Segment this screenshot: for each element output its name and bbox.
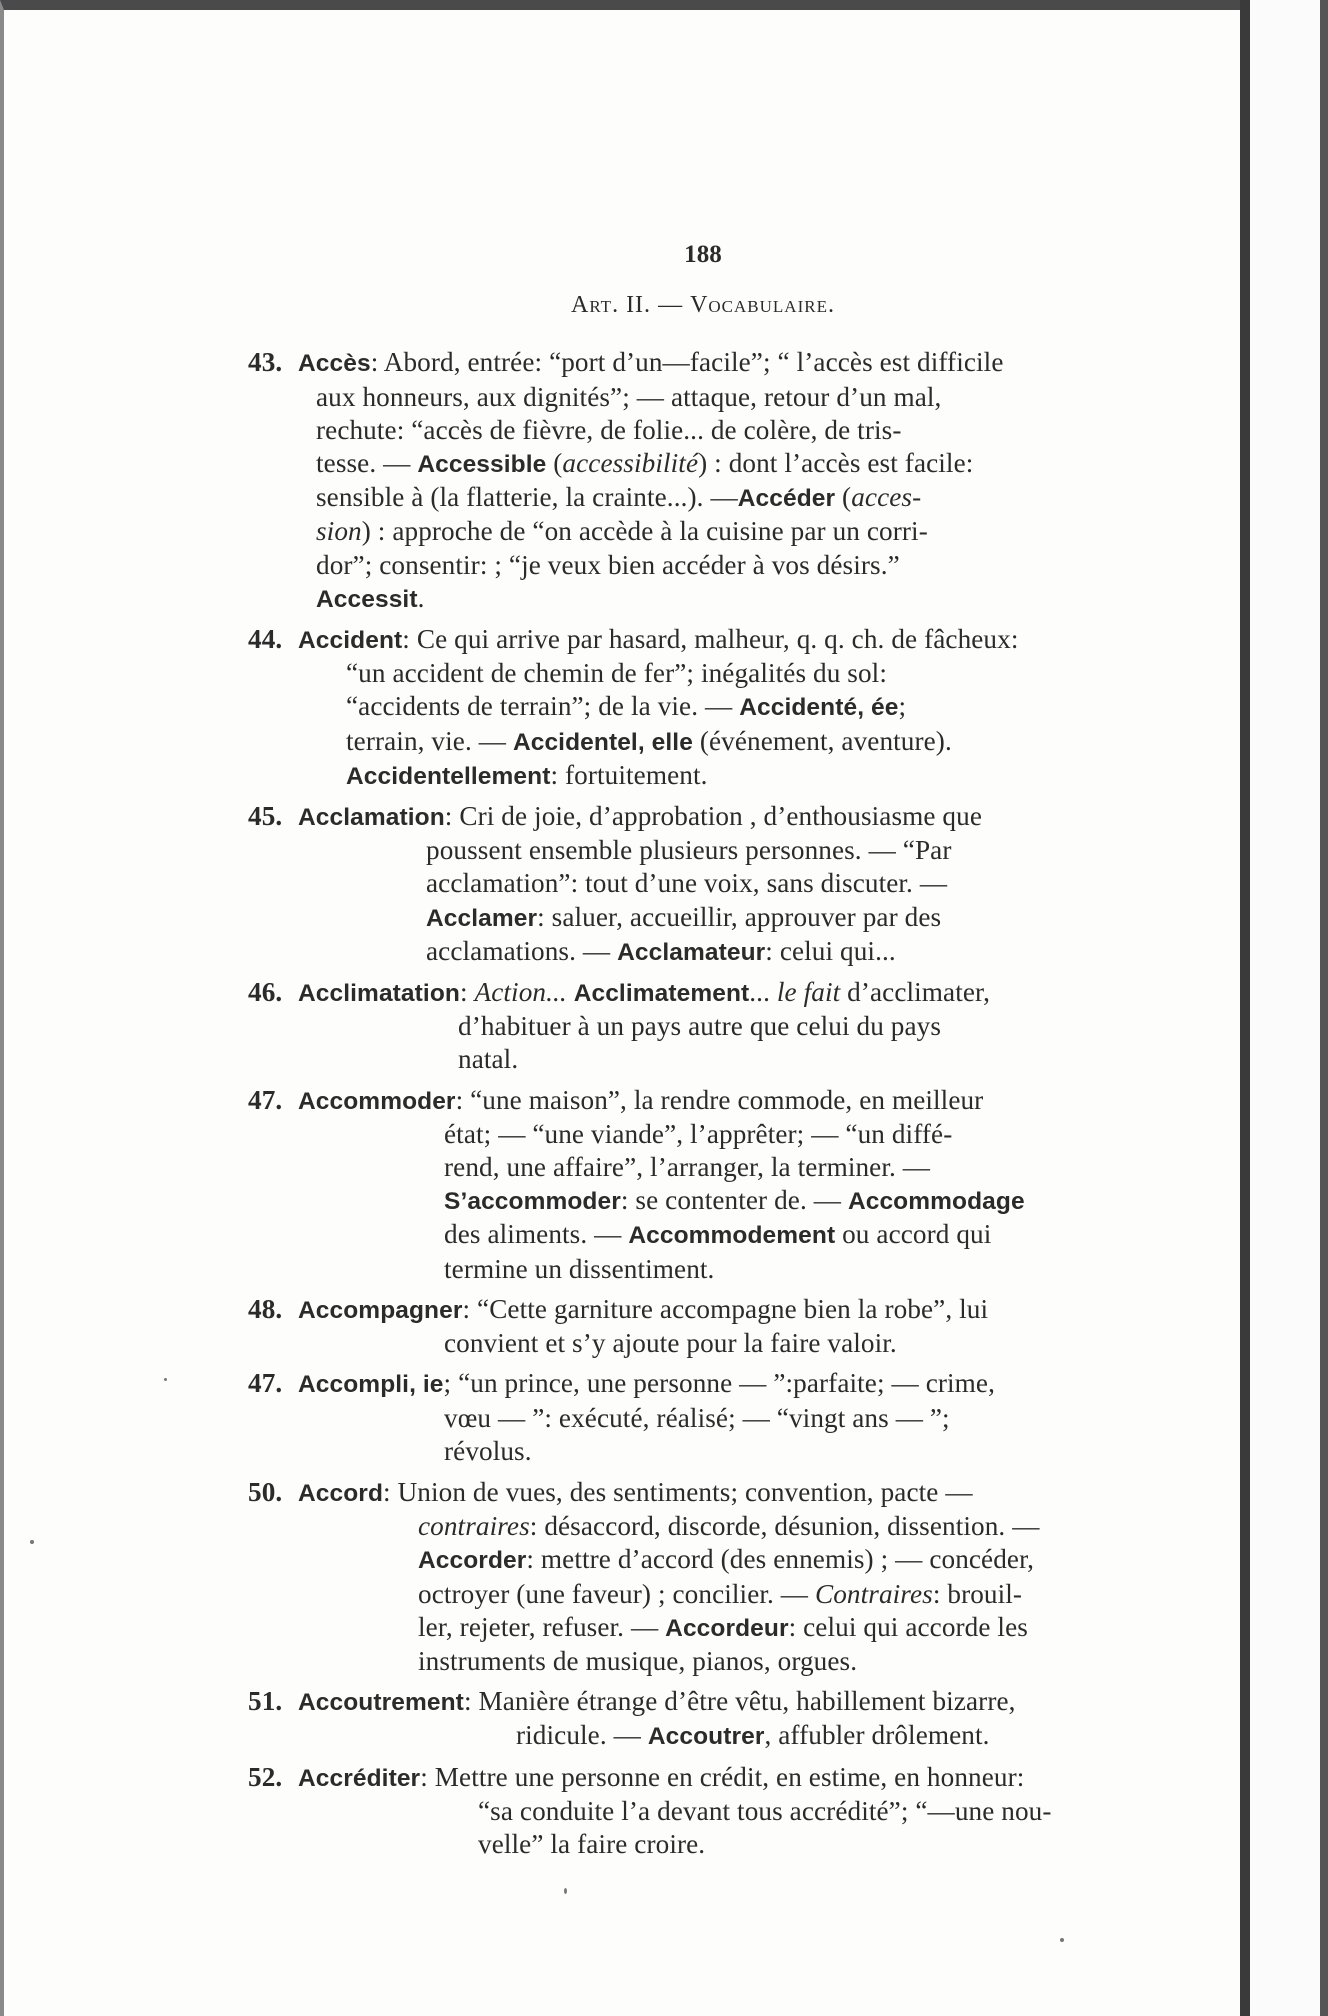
definition-text: révolus. — [444, 1435, 532, 1466]
entry-number: 50. — [248, 1476, 283, 1507]
definition-text: convient et s’y ajoute pour la faire valoir. — [444, 1328, 897, 1359]
headword: Acclamateur — [617, 938, 766, 966]
entry-line — [248, 1685, 1118, 1719]
definition-text: : Mettre une personne en crédit, en estime, en honneur: — [420, 1761, 1025, 1792]
definition-text: : saluer, accueillir, approuver par des — [537, 901, 942, 932]
entry-line — [248, 1476, 1118, 1510]
entry-line — [248, 800, 1118, 834]
entry-line — [248, 381, 1118, 414]
definition-text: : mettre d’accord (des ennemis) ; — concéder, — [526, 1544, 1035, 1575]
entry-line — [248, 759, 1118, 793]
definition-text: dor”; consentir: ; “je veux bien accéder à vos désirs.” — [316, 549, 900, 580]
entry-48 — [248, 1293, 1118, 1360]
definition-text: : Ce qui arrive par hasard, malheur, q. q. ch. de fâcheux: — [402, 624, 1019, 655]
entry-line — [248, 1010, 1118, 1043]
definition-text: tesse. — — [316, 448, 418, 479]
entry-line — [248, 481, 1118, 515]
headword: Accessible — [417, 451, 547, 479]
definition-text: : désaccord, discorde, désunion, dissention. — — [529, 1511, 1040, 1542]
headword: Accommodage — [847, 1188, 1025, 1216]
entry-43 — [248, 346, 1118, 616]
entry-line — [248, 725, 1118, 759]
entry-line — [248, 935, 1118, 969]
italic-text: Contraires — [815, 1578, 933, 1609]
headword: Accidentellement — [346, 762, 551, 790]
entry-line — [248, 1151, 1118, 1184]
definition-text: : Union de vues, des sentiments; convention, pacte — — [383, 1476, 973, 1507]
entry-line — [248, 1543, 1118, 1577]
headword: Accessit — [316, 585, 418, 613]
adjacent-page-edge — [1240, 0, 1328, 2016]
definition-text: ( — [835, 482, 852, 513]
page-number: 188 — [684, 241, 722, 268]
entry-line — [248, 1578, 1118, 1611]
entry-line — [248, 1084, 1118, 1118]
definition-text: natal. — [458, 1044, 519, 1075]
definition-text: : “Cette garniture accompagne bien la robe”, lui — [462, 1293, 989, 1324]
definition-text: octroyer (une faveur) ; concilier. — — [418, 1578, 815, 1609]
entry-line — [248, 1402, 1118, 1435]
definition-text: acclamations. — — [426, 935, 618, 966]
definition-text: : Abord, entrée: “port d’un—facile”; “ l’accès est difficile — [370, 347, 1004, 378]
entry-number: 51. — [248, 1686, 283, 1717]
entry-line — [248, 1795, 1118, 1828]
scan-speck — [1060, 1938, 1064, 1942]
entry-line — [248, 414, 1118, 447]
entry-44 — [248, 623, 1118, 793]
definition-text: : Manière étrange d’être vêtu, habillement bizarre, — [463, 1686, 1016, 1717]
entry-line — [248, 1611, 1118, 1645]
definition-text: instruments de musique, pianos, orgues. — [418, 1645, 858, 1676]
definition-text: rend, une affaire”, l’arranger, la terminer. — — [444, 1152, 931, 1183]
headword: Accéder — [737, 485, 836, 513]
entry-line — [248, 867, 1118, 900]
entry-number: 52. — [248, 1761, 283, 1792]
definition-text: d’acclimater, — [840, 977, 990, 1008]
definition-text: ... — [749, 977, 777, 1008]
entry-number: 47. — [248, 1084, 283, 1115]
entry-number: 45. — [248, 801, 283, 832]
definition-text: vœu — ”: exécuté, réalisé; — “vingt ans — ”; — [444, 1402, 950, 1433]
definition-text: : — [459, 977, 475, 1008]
italic-text: le fait — [776, 977, 841, 1008]
headword: Accoutrer — [647, 1723, 765, 1751]
definition-text: : celui qui... — [765, 935, 896, 966]
running-head — [288, 289, 1118, 322]
definition-text: terrain, vie. — — [346, 725, 513, 756]
entry-number: 44. — [248, 624, 283, 655]
italic-text: sion — [316, 516, 362, 547]
running-head-dash: — — [658, 292, 684, 319]
entry-47-accompli — [248, 1367, 1118, 1468]
entry-45 — [248, 800, 1118, 969]
headword: Accordeur — [665, 1614, 789, 1642]
italic-text: Action... — [474, 977, 567, 1008]
definition-text: “sa conduite l’a devant tous accrédité”; “—une nou- — [478, 1795, 1052, 1826]
definition-text: sensible à (la flatterie, la crainte...). — — [316, 482, 738, 513]
entry-line — [248, 834, 1118, 867]
entry-number: 43. — [248, 347, 283, 378]
scan-speck — [164, 1378, 167, 1381]
entry-47-accommoder — [248, 1084, 1118, 1286]
book-page — [248, 238, 1118, 1868]
entry-line — [248, 1645, 1118, 1678]
entry-number: 46. — [248, 977, 283, 1008]
definition-text: d’habituer à un pays autre que celui du pays — [458, 1011, 942, 1042]
definition-text: aux honneurs, aux dignités”; — attaque, retour d’un mal, — [316, 381, 942, 412]
headword: Accord — [298, 1479, 384, 1507]
definition-text: : fortuitement. — [550, 759, 708, 790]
definition-text: rechute: “accès de fièvre, de folie... de colère, de tris- — [316, 414, 902, 445]
entry-line — [248, 1118, 1118, 1151]
entry-line — [248, 1218, 1118, 1252]
definition-text: “un accident de chemin de fer”; inégalités du sol: — [346, 658, 887, 689]
italic-text: contraires — [418, 1511, 530, 1542]
definition-text: : se contenter de. — — [620, 1185, 848, 1216]
entry-50 — [248, 1476, 1118, 1678]
definition-text: poussent ensemble plusieurs personnes. — “Par — [426, 835, 952, 866]
running-head-art: Art. II. — [571, 292, 652, 319]
entry-52 — [248, 1761, 1118, 1862]
definition-text: acclamation”: tout d’une voix, sans discuter. — — [426, 868, 948, 899]
headword: Acclimatation — [298, 980, 460, 1008]
entry-line — [248, 447, 1118, 481]
headword: Accidenté, ée — [739, 694, 899, 722]
headword: Accès — [298, 350, 371, 378]
definition-text: ; — [898, 691, 907, 722]
definition-text: des aliments. — — [444, 1219, 629, 1250]
definition-text: : celui qui accorde les — [788, 1611, 1028, 1642]
definition-text: ou accord qui — [835, 1219, 992, 1250]
headword: Acclamation — [298, 804, 445, 832]
entry-line — [248, 690, 1118, 724]
headword: S’accommoder — [444, 1188, 621, 1216]
definition-text: ) : approche de “on accède à la cuisine par un corri- — [361, 516, 928, 547]
entry-line — [248, 657, 1118, 690]
entry-line — [248, 582, 1118, 616]
entry-46 — [248, 976, 1118, 1077]
running-head-title: Vocabulaire. — [690, 292, 835, 319]
headword: Accompli, ie — [298, 1371, 444, 1399]
headword: Accidentel, elle — [512, 728, 693, 756]
headword: Accommodement — [628, 1222, 836, 1250]
headword: Accoutrement — [298, 1689, 464, 1717]
entry-line — [248, 1828, 1118, 1861]
definition-text: ; “un prince, une personne — ”:parfaite; — crime, — [443, 1368, 995, 1399]
definition-text: (événement, aventure). — [692, 725, 952, 756]
entry-line — [248, 1327, 1118, 1360]
headword: Accommoder — [298, 1087, 456, 1115]
entry-line — [248, 623, 1118, 657]
headword: Accorder — [418, 1547, 527, 1575]
italic-text: accessibilité — [562, 448, 699, 479]
entry-51 — [248, 1685, 1118, 1753]
entry-line — [248, 1435, 1118, 1468]
headword: Accompagner — [298, 1296, 463, 1324]
headword: Acclimatement — [573, 980, 750, 1008]
definition-text: ler, rejeter, refuser. — — [418, 1611, 666, 1642]
definition-text: : Cri de joie, d’approbation , d’enthousiasme que — [444, 801, 982, 832]
definition-text: , affubler drôlement. — [764, 1720, 990, 1751]
scan-speck — [564, 1888, 567, 1894]
definition-text: état; — “une viande”, l’apprêter; — “un diffé- — [444, 1118, 953, 1149]
definition-text — [567, 977, 574, 1007]
definition-text: ( — [546, 448, 563, 479]
entry-line — [248, 1367, 1118, 1401]
definition-text: : brouil- — [932, 1578, 1023, 1609]
definition-text: “accidents de terrain”; de la vie. — — [346, 691, 740, 722]
entry-line — [248, 976, 1118, 1010]
definition-text: velle” la faire croire. — [478, 1828, 706, 1859]
definition-text: termine un dissentiment. — [444, 1253, 715, 1284]
entry-number: 48. — [248, 1293, 283, 1324]
entry-line — [248, 515, 1118, 548]
definition-text: ) : dont l’accès est facile: — [698, 448, 974, 479]
entry-line — [248, 1253, 1118, 1286]
entry-line — [248, 549, 1118, 582]
entry-line — [248, 1293, 1118, 1327]
headword: Accident — [298, 627, 403, 655]
entry-line — [248, 1761, 1118, 1795]
definition-text: . — [417, 582, 425, 613]
headword: Acclamer — [426, 904, 538, 932]
entry-line — [248, 1719, 1118, 1753]
headword: Accréditer — [298, 1764, 421, 1792]
entry-line — [248, 1510, 1118, 1543]
entry-line — [248, 901, 1118, 935]
entry-line — [248, 346, 1118, 380]
entry-line — [248, 1043, 1118, 1076]
italic-text: acces- — [851, 482, 922, 513]
definition-text: : “une maison”, la rendre commode, en meilleur — [455, 1084, 984, 1115]
entry-line — [248, 1184, 1118, 1218]
scan-speck — [30, 1540, 34, 1544]
entry-number: 47. — [248, 1368, 283, 1399]
definition-text: ridicule. — — [516, 1720, 648, 1751]
